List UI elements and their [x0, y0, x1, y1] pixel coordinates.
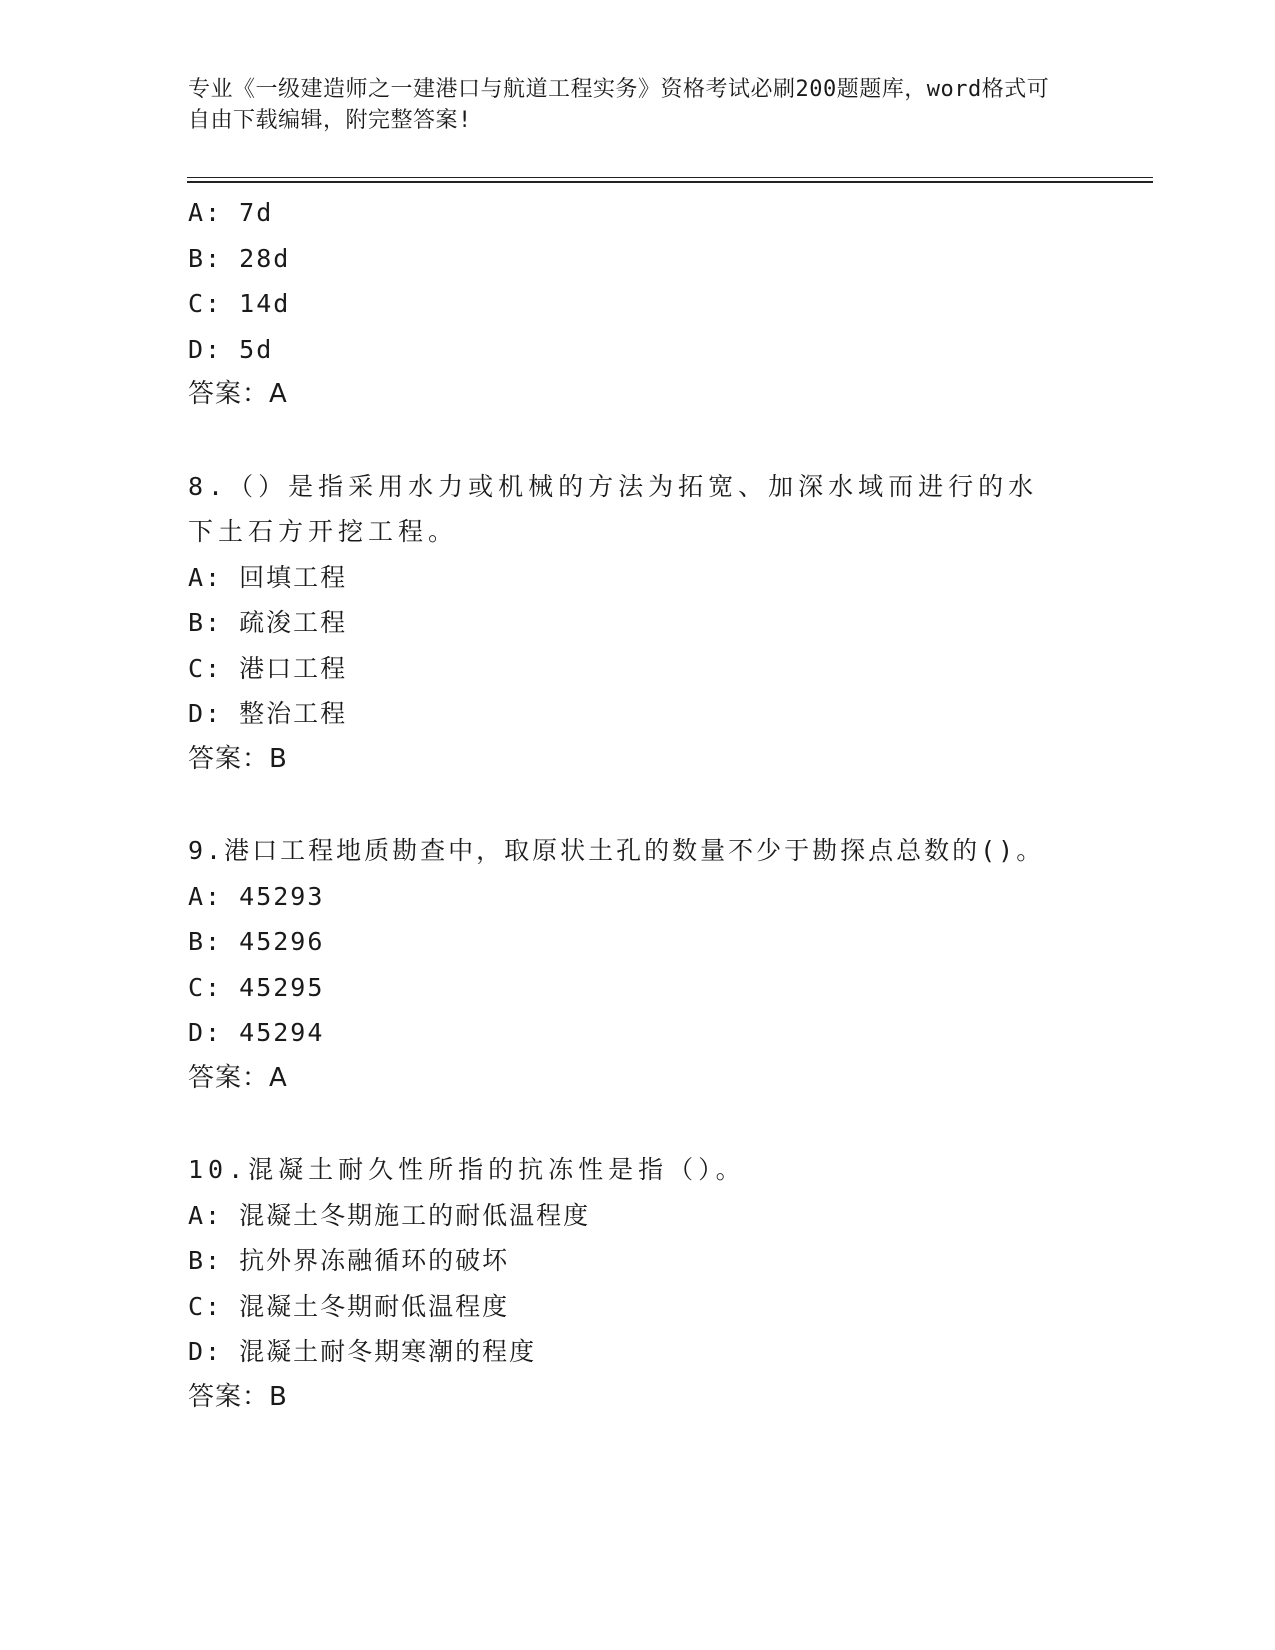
option-c: C: 14d: [188, 289, 291, 318]
question-10: [188, 1147, 1088, 1420]
question-7: [188, 190, 1088, 418]
spacer: [188, 782, 1088, 828]
option-c: C: 45295: [188, 972, 325, 1002]
question-8: [188, 464, 1088, 783]
question-stem: 8.（）是指采用水力或机械的方法为拓宽、加深水域而进行的水下土石方开挖工程。: [188, 471, 1039, 546]
option-b: B: 45296: [188, 927, 325, 956]
spacer: [188, 418, 1088, 464]
document-header: 专业《一级建造师之一建港口与航道工程实务》资格考试必刷200题题库，word格式可自由下载编辑，附完整答案!: [188, 77, 1050, 133]
answer-label: 答案：A: [188, 379, 288, 409]
option-b: B: 疏浚工程: [188, 608, 348, 637]
option-c: C: 混凝土冬期耐低温程度: [188, 1291, 510, 1321]
option-d: D: 5d: [188, 334, 274, 364]
option-a: A: 回填工程: [188, 562, 348, 592]
option-a: A: 混凝土冬期施工的耐低温程度: [188, 1200, 591, 1230]
option-d: D: 整治工程: [188, 699, 348, 728]
answer-label: 答案：A: [188, 1062, 288, 1093]
spacer: [188, 1101, 1088, 1147]
question-stem: 9.港口工程地质勘查中，取原状土孔的数量不少于勘探点总数的()。: [188, 836, 1045, 865]
option-b: B: 28d: [188, 243, 291, 273]
header-divider-thick: [187, 181, 1153, 183]
answer-label: 答案：B: [188, 743, 288, 774]
answer-label: 答案：B: [188, 1381, 288, 1412]
question-stem: 10.混凝土耐久性所指的抗冻性是指（）。: [188, 1155, 746, 1184]
option-d: D: 混凝土耐冬期寒潮的程度: [188, 1337, 537, 1366]
question-9: [188, 828, 1088, 1101]
header-divider-thin: [187, 177, 1153, 178]
option-d: D: 45294: [188, 1018, 325, 1047]
option-b: B: 抗外界冻融循环的破坏: [188, 1246, 510, 1275]
option-c: C: 港口工程: [188, 653, 348, 683]
option-a: A: 7d: [188, 198, 274, 227]
option-a: A: 45293: [188, 881, 325, 911]
question-list: [188, 190, 1088, 1420]
